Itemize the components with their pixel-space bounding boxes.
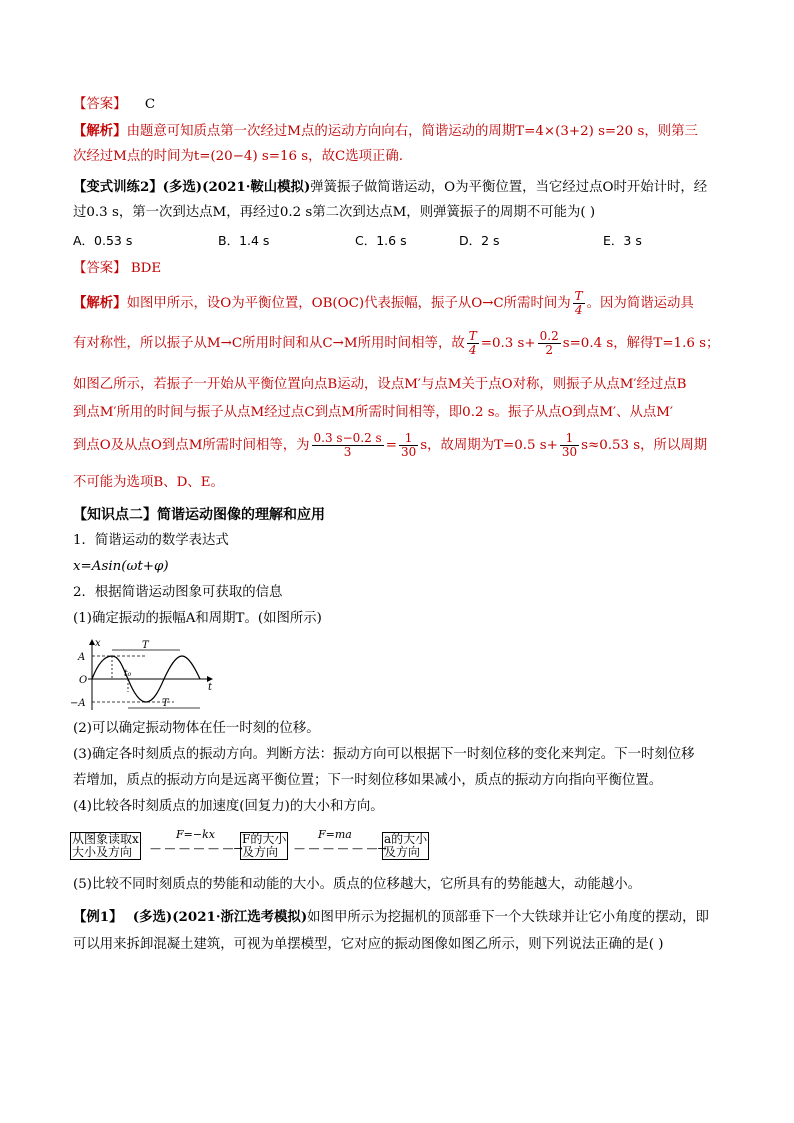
answer-value: C [144,97,156,112]
option-d: D．2 s [459,233,500,248]
flow-arrow-1: — — — — — —→ [150,842,243,855]
sine-graph [70,636,220,714]
example-label: 【例1】 [73,909,123,925]
knowledge-item-1: 1．简谐运动的数学表达式 [73,533,229,548]
flow-arrow-2: — — — — — —→ [294,842,387,855]
fraction-one-thirtieth: $\frac{1}{30}$ [561,431,578,459]
fraction-time-diff: $\frac{0.3 s-0.2 s}{3}$ [313,431,382,459]
fraction-t-over-4: $\frac{T}{4}$ [468,329,477,357]
fraction-02-over-2: $\frac{0.2}{2}$ [539,329,559,357]
formula: x=Asin(ωt+φ) [73,559,169,574]
fraction-t-over-4: $\frac{T}{4}$ [574,289,583,317]
flow-arrow-label-2: F=ma [318,828,352,841]
flow-box-displacement: 从图象读取x 大小及方向 [72,832,139,859]
analysis-1-line-2: 次经过M点的时间为t=(20−4) s=16 s，故C选项正确. [73,149,404,164]
answer-line-2 [73,260,161,278]
amplitude-label: A [78,652,86,663]
analysis-1-line-1 [73,122,698,141]
variant-text: 弹簧振子做简谐运动，O为平衡位置，当它经过点O时开始计时，经 [310,180,708,195]
analysis-2-line-2: 有对称性，所以振子从M→C所用时间和从C→M所用时间相等，故 $\frac{T}{4}$ =0.3 s+ $\frac{0.2}{2}$ s=0.4 s，解得T=1.6 s； [73,329,720,357]
answer-line-1 [73,96,155,114]
example-tag: (多选)(2021·浙江选考模拟) [132,909,308,925]
variant-2-line-2: 过0.3 s，第一次到达点M，再经过0.2 s第二次到达点M，则弹簧振子的周期不可能为( ) [73,205,596,220]
t0-label: t₀ [124,669,132,679]
option-b: B．1.4 s [218,233,270,248]
origin-label: O [79,675,88,686]
flow-box-acceleration: a的大小 及方向 [384,832,428,859]
option-c: C．1.6 s [355,233,407,248]
answer-value: BDE [130,261,162,276]
analysis-2-line-3: 如图乙所示，若振子一开始从平衡位置向点B运动，设点M′与点M关于点O对称，则振子从点M′经过点B [73,377,687,392]
knowledge-sub-3b: 若增加，质点的振动方向是远离平衡位置；下一时刻位移如果减小，质点的振动方向指向平衡位置。 [73,773,663,788]
flow-box-force: F的大小 及方向 [242,832,287,859]
x-axis-label: x [95,638,101,649]
analysis-2-line-4: 到点M′所用的时间与振子从点M经过点C到点M所需时间相等，即0.2 s。振子从点O到点M′、从点M′ [73,405,673,420]
fraction-one-thirtieth: $\frac{1}{30}$ [400,431,417,459]
analysis-2-line-1: 【解析】如图甲所示，设O为平衡位置，OB(OC)代表振幅，振子从O→C所需时间为 $\frac{T}{4}$ 。因为简谐运动具 [73,289,694,317]
option-e: E．3 s [603,233,642,248]
period-top-label: T [142,640,149,651]
flow-arrow-label-1: F=−kx [176,828,215,841]
analysis-text: 由题意可知质点第一次经过M点的运动方向向右，简谐运动的周期T=4×(3+2) s=20 s，则第三 [126,124,698,139]
section-title: 【知识点二】简谐运动图像的理解和应用 [73,507,325,523]
example-1-line-2: 可以用来拆卸混凝土建筑，可视为单摆模型，它对应的振动图像如图乙所示，则下列说法正确的是( ) [73,937,664,952]
analysis-label: 【解析】 [73,295,127,311]
knowledge-sub-3a: (3)确定各时刻质点的振动方向。判断方法：振动方向可以根据下一时刻位移的变化来判定。下一时刻位移 [73,747,695,762]
knowledge-sub-4: (4)比较各时刻质点的加速度(回复力)的大小和方向。 [73,799,384,814]
neg-amplitude-label: −A [70,698,86,709]
period-bottom-label: T [162,698,169,709]
knowledge-item-2: 2．根据简谐运动图象可获取的信息 [73,585,283,600]
analysis-2-line-5: 到点O及从点O到点M所需时间相等，为 $\frac{0.3 s-0.2 s}{3}$ = $\frac{1}{30}$ s，故周期为T=0.5 s+ $\frac{1}{30}$ s≈0.53 s，所以周期 [73,431,708,459]
variant-label: 【变式训练2】(多选)(2021·鞍山模拟) [73,179,311,195]
t-axis-label: t [208,682,213,693]
example-1-line-1 [73,908,709,927]
analysis-2-line-6: 不可能为选项B、D、E。 [73,475,224,490]
option-a: A．0.53 s [73,233,133,248]
example-text: 如图甲所示为挖掘机的顶部垂下一个大铁球并让它小角度的摆动，即 [307,910,709,925]
knowledge-sub-1: (1)确定振动的振幅A和周期T。(如图所示) [73,611,322,626]
knowledge-sub-5: (5)比较不同时刻质点的势能和动能的大小。质点的位移越大，它所具有的势能越大，动能越小。 [73,877,641,892]
variant-2-line-1 [73,178,707,197]
answer-label: 【答案】 [73,97,127,112]
answer-label: 【答案】 [73,261,127,276]
analysis-label: 【解析】 [73,123,127,139]
knowledge-sub-2: (2)可以确定振动物体在任一时刻的位移。 [73,721,320,736]
flow-diagram [70,828,440,864]
